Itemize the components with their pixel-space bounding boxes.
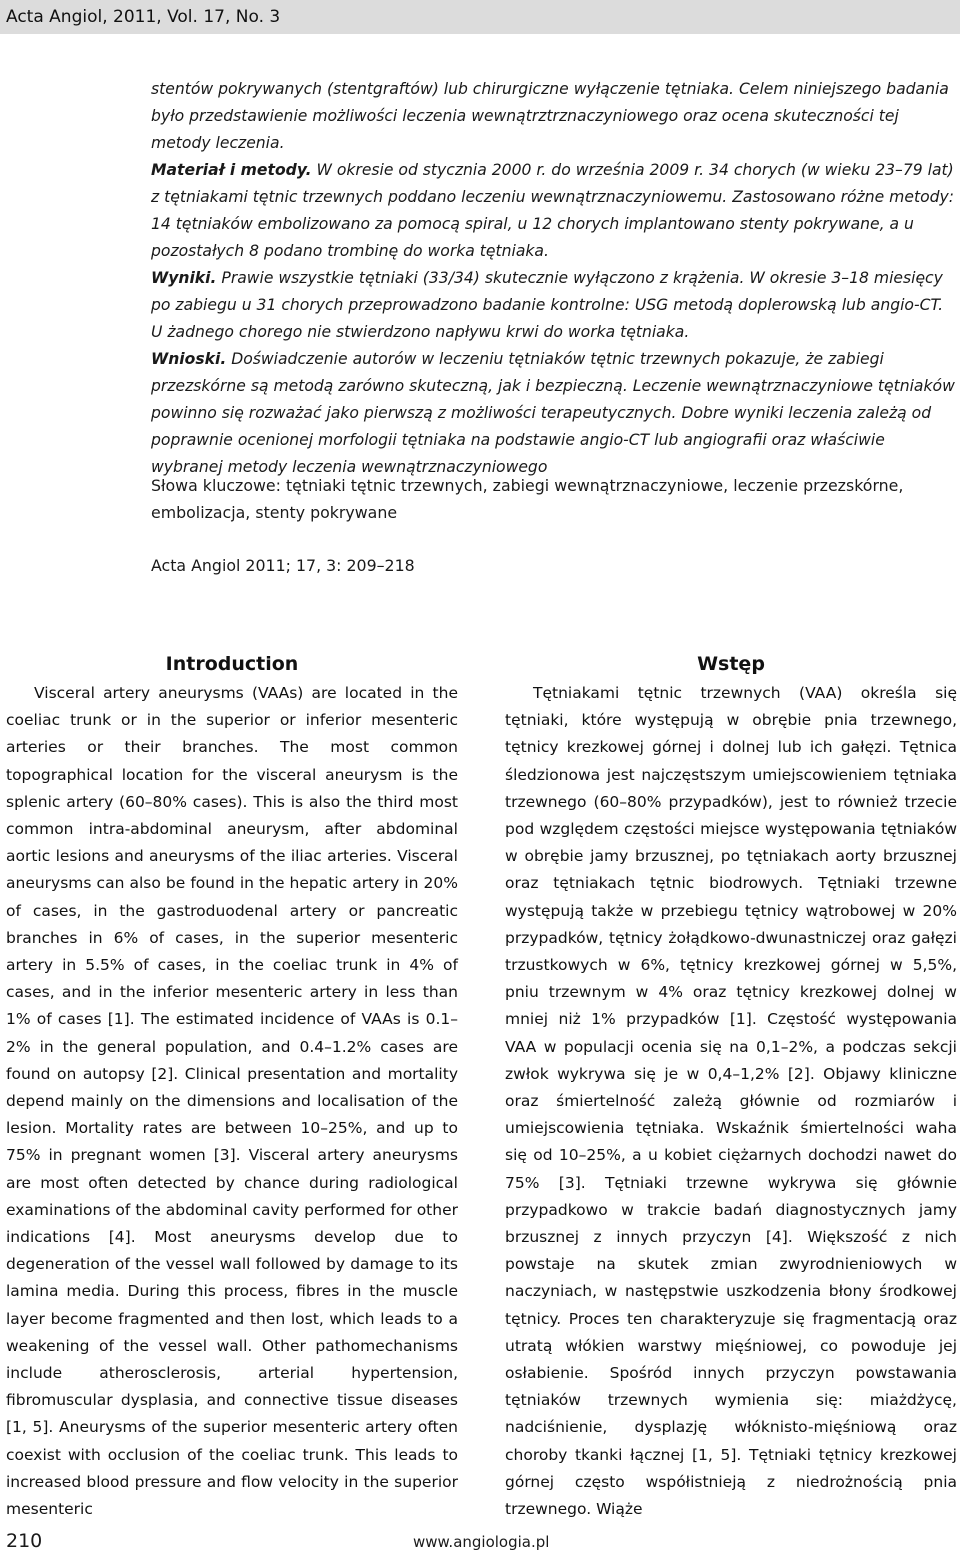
abstract-intro: stentów pokrywanych (stentgraftów) lub chirurgiczne wyłączenie tętniaka. Celem niniejszego badania było przedstawienie możliwości leczenia wewnątrztrznaczyniowego oraz ocena skuteczności tej metody leczenia. [151, 80, 949, 152]
methods-text: W okresie od stycznia 2000 r. do września 2009 r. 34 chorych (w wieku 23–79 lat) z tętniakami tętnic trzewnych poddano leczeniu wewnątrznaczyniowemu. Zastosowano różne metody: 14 tętniaków embolizowano za pomocą spiral, u 12 chorych implantowano stenty pokrywane, a u pozostałych 8 podano trombinę do worka tętniaka. [151, 161, 954, 260]
english-column [6, 648, 458, 1523]
page-number: 210 [6, 1530, 43, 1552]
journal-header [0, 0, 960, 34]
results-text: Prawie wszystkie tętniaki (33/34) skutecznie wyłączono z krążenia. W okresie 3–18 miesięcy po zabiegu u 31 chorych przeprowadzono badanie kontrolne: USG metodą doplerowską lub angio-CT. U żadnego chorego nie stwierdzono napływu krwi do worka tętniaka. [151, 269, 944, 341]
introduction-heading: Introduction [165, 653, 299, 675]
wstep-heading: Wstęp [697, 653, 765, 675]
methods-label: Materiał i metody. [151, 161, 312, 179]
introduction-body: Visceral artery aneurysms (VAAs) are located in the coeliac trunk or in the superior or inferior mesenteric arteries or their branches. The most common topographical location for the visceral aneurysm is the splenic artery (60–80% cases). This is also the third most common intra-abdominal aneurysm, after abdominal aortic lesions and aneurysms of the iliac arteries. Visceral aneurysms can also be found in the hepatic artery in 20% of cases, in the gastroduodenal artery or pancreatic branches in 6% of cases, in the superior mesenteric artery in 5.5% of cases, in the coeliac trunk in 4% of cases, and in the inferior mesenteric artery in less than 1% of cases [1]. The estimated incidence of VAAs is 0.1–2% in the general population, and 0.4–1.2% cases are found on autopsy [2]. Clinical presentation and mortality depend mainly on the dimensions and localisation of the lesion. Mortality rates are between 10–25%, and up to 75% in pregnant women [3]. Visceral artery aneurysms are most often detected by chance during radiological examinations of the abdominal cavity performed for other indications [4]. Most aneurysms develop due to degeneration of the vessel wall followed by damage to its lamina media. During this process, fibres in the muscle layer become fragmented and then lost, which leads to a weakening of the vessel wall. Other pathomechanisms include atherosclerosis, arterial hypertension, fibromuscular dysplasia, and connective tissue diseases [1, 5]. Aneurysms of the superior mesenteric artery often coexist with occlusion of the coeliac trunk. This leads to increased blood pressure and flow velocity in the superior mesenteric [6, 684, 458, 1519]
abstract [151, 76, 959, 481]
journal-title: Acta Angiol, 2011, Vol. 17, No. 3 [6, 7, 281, 27]
wstep-body: Tętniakami tętnic trzewnych (VAA) określa się tętniaki, które występują w obrębie pnia trzewnego, tętnicy krezkowej górnej i dolnej lub ich gałęzi. Tętnica śledzionowa jest najczęstszym umiejscowieniem tętniaka trzewnego (60–80% przypadków), jest to również trzecie pod względem częstości miejsce występowania tętniaków w obrębie jamy brzusznej, po tętniakach aorty brzusznej oraz tętniakach tętnic biodrowych. Tętniaki trzewne występują także w przebiegu tętnicy wątrobowej w 20% przypadków, tętnicy żołądkowo-dwunastniczej oraz gałęzi trzustkowych w 6%, tętnicy krezkowej górnej w 5,5%, pniu trzewnym w 4% oraz tętnicy krezkowej dolnej w mniej niż 1% przypadków [1]. Częstość występowania VAA w populacji ocenia się na 0,1–2%, a podczas sekcji zwłok wykrywa się je w 0,4–1,2% [2]. Objawy kliniczne oraz śmiertelność zależą głównie od rozmiarów i umiejscowienia tętniaka. Wskaźnik śmiertelności waha się od 10–25%, a u kobiet ciężarnych dochodzi nawet do 75% [3]. Tętniaki trzewne wykrywa się głównie przypadkowo w trakcie badań diagnostycznych jamy brzusznej z innych przyczyn [4]. Większość z nich powstaje na skutek zmian zwyrodnieniowych w naczyniach, w następstwie uszkodzenia błony środkowej tętnicy. Proces ten charakteryzuje się fragmentacją oraz utratą włókien warstwy mięśniowej, co powoduje jej osłabienie. Spośród innych przyczyn powstawania tętniaków trzewnych wymienia się: miażdżycę, nadciśnienie, dysplazję włóknisto-mięśniową oraz choroby tkanki łącznej [1, 5]. Tętniaki tętnicy krezkowej górnej często współistnieją z niedrożnością pnia trzewnego. Wiąże [505, 684, 957, 1519]
website-link[interactable]: www.angiologia.pl [413, 1533, 550, 1551]
keywords: Słowa kluczowe: tętniaki tętnic trzewnych, zabiegi wewnątrznaczyniowe, leczenie przezskórne, embolizacja, stenty pokrywane [151, 476, 904, 522]
conclusions-label: Wnioski. [151, 350, 227, 368]
citation: Acta Angiol 2011; 17, 3: 209–218 [151, 556, 415, 575]
abstract-text [151, 76, 959, 481]
results-label: Wyniki. [151, 269, 217, 287]
polish-column [505, 648, 957, 1523]
conclusions-text: Doświadczenie autorów w leczeniu tętniaków tętnic trzewnych pokazuje, że zabiegi przezskórne są metodą zarówno skuteczną, jak i bezpieczną. Leczenie wewnątrznaczyniowe tętniaków powinno się rozważać jako pierwszą z możliwości terapeutycznych. Dobre wyniki leczenia zależą od poprawnie ocenionej morfologii tętniaka na podstawie angio-CT lub angiografii oraz właściwie wybranej metody leczenia wewnątrznaczyniowego [151, 350, 955, 476]
